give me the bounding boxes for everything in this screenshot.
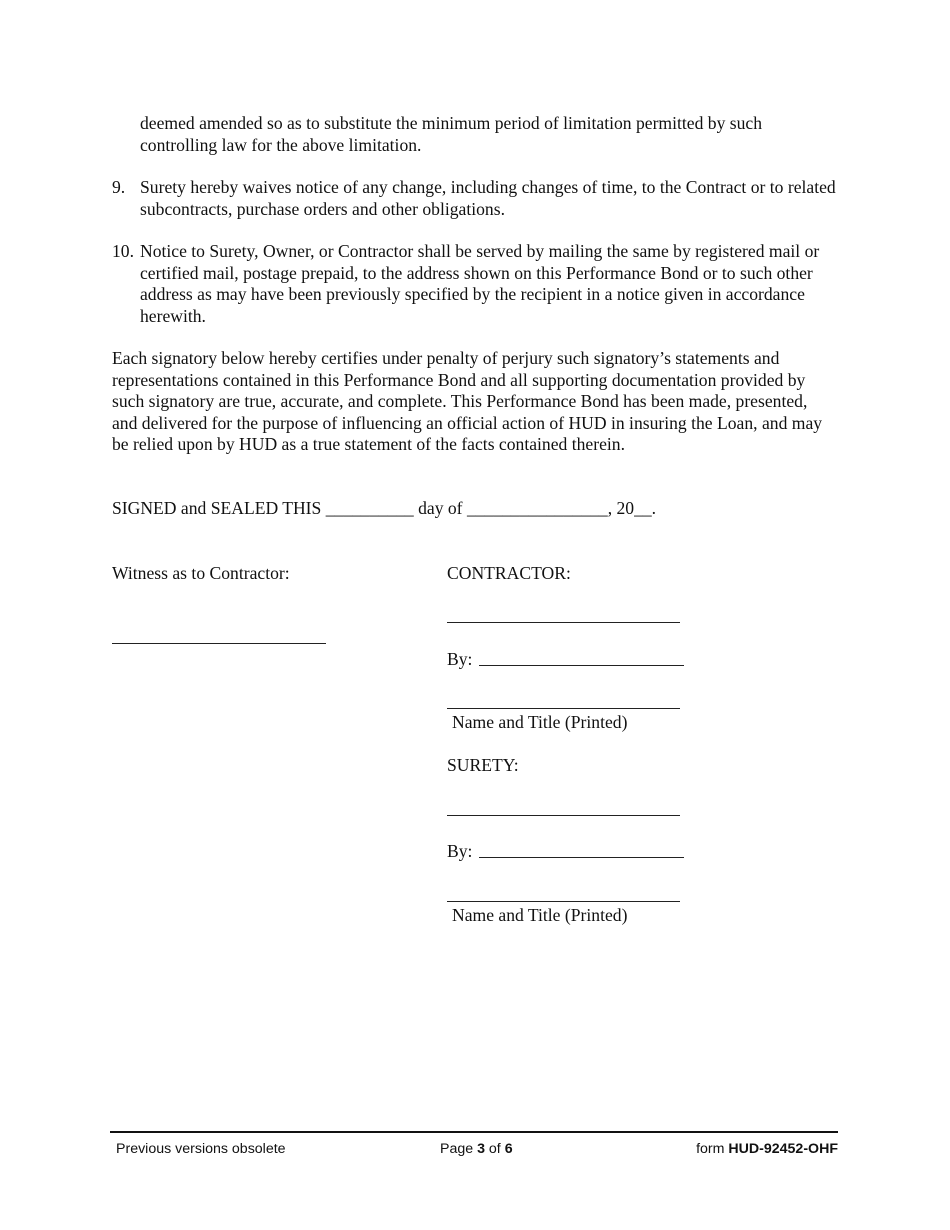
witness-signature-line[interactable]: [112, 643, 326, 644]
surety-name-title-label: Name and Title (Printed): [452, 905, 628, 925]
contractor-label: CONTRACTOR:: [447, 563, 571, 583]
contractor-name-line[interactable]: [447, 622, 680, 623]
clause-text: Notice to Surety, Owner, or Contractor shall be served by mailing the same by registered mail or certified mail, postage prepaid, to the address shown on this Performance Bond or to such other address as may have been previously specified by the recipient in a notice given in accordance herewith.: [140, 241, 820, 326]
contractor-name-title-line[interactable]: [447, 708, 680, 709]
witness-label: Witness as to Contractor:: [112, 563, 290, 583]
contractor-name-title-label: Name and Title (Printed): [452, 712, 628, 732]
footer-page-number: Page 3 of 6: [440, 1141, 513, 1157]
surety-name-title-line[interactable]: [447, 901, 680, 902]
surety-by-label: By:: [447, 841, 473, 861]
contractor-by-signature-line[interactable]: [479, 665, 684, 666]
surety-name-line[interactable]: [447, 815, 680, 816]
footer-form-number: form HUD-92452-OHF: [696, 1141, 838, 1157]
clause-number: 9.: [112, 177, 126, 197]
footer-rule: [110, 1131, 838, 1133]
contractor-by-label: By:: [447, 649, 473, 669]
clause-number: 10.: [112, 241, 134, 261]
surety-label: SURETY:: [447, 755, 519, 775]
surety-by-signature-line[interactable]: [479, 857, 684, 858]
continuation-paragraph: deemed amended so as to substitute the minimum period of limitation permitted by such controlling law for the above limitation.: [140, 113, 763, 155]
footer-obsolete-note: Previous versions obsolete: [116, 1141, 286, 1157]
certification-paragraph: Each signatory below hereby certifies under penalty of perjury such signatory’s statements and representations contained in this Performance Bond and all supporting documentation provided by such signatory are true, accurate, and complete. This Performance Bond has been made, presented, and delivered for the purpose of influencing an official action of HUD in insuring the Loan, and may be relied upon by HUD as a true statement of the facts contained therein.: [112, 348, 823, 454]
clause-text: Surety hereby waives notice of any change, including changes of time, to the Contract or to related subcontracts, purchase orders and other obligations.: [140, 177, 836, 219]
signed-sealed-line: SIGNED and SEALED THIS __________ day of ________________, 20__.: [112, 498, 657, 518]
